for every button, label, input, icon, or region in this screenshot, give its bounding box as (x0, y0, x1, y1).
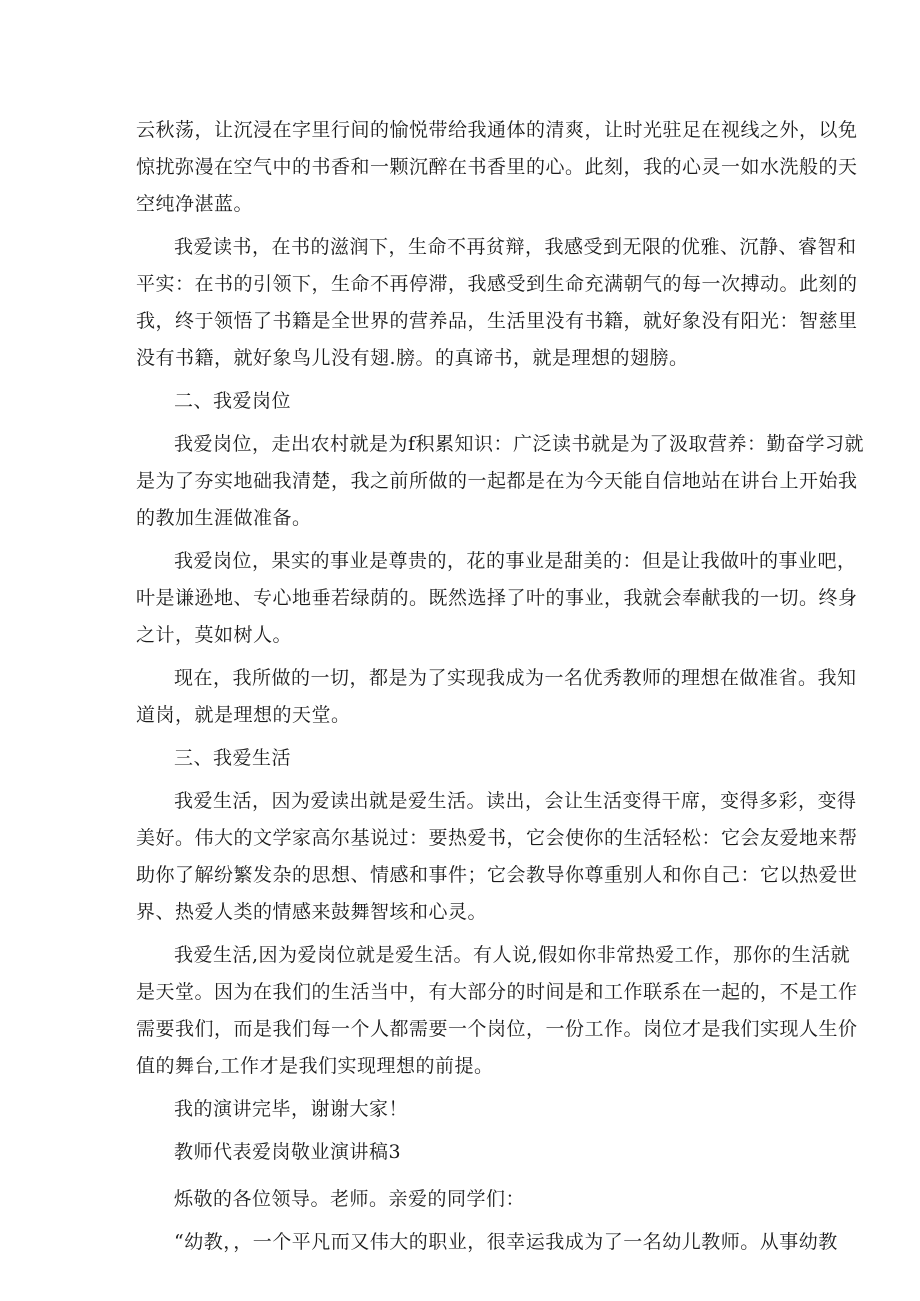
text-line: 的教加生涯做准备。 (136, 507, 312, 529)
document-page (136, 112, 865, 1261)
text-line: 美好。伟大的文学家高尔基说过：要热爱书，它会使你的生活轻松：它会友爱地来帮 (136, 827, 858, 849)
text-line: 是为了夯实地础我清楚，我之前所做的一起都是在为今天能自信地站在讲台上开始我 (136, 470, 858, 492)
text-line: 助你了解纷繁发杂的思想、情感和事件；它会教导你尊重别人和你自己：它以热爱世 (136, 864, 858, 886)
text-line: “幼教，，一个平凡而又伟大的职业，很幸运我成为了一名幼儿教师。从事幼教 (174, 1231, 838, 1253)
text-line: 值的舞台,工作才是我们实现理想的前提。 (136, 1055, 494, 1077)
text-line: 我爱生活，因为爱读出就是爱生活。读出，会让生活变得干席，变得多彩，变得 (174, 790, 857, 812)
text-line: 我，终于领悟了书籍是全世界的营养品，生活里没有书籍，就好象没有阳光：智慈里 (136, 310, 858, 332)
text-line: 我爱生活,因为爱岗位就是爱生活。有人说,假如你非常热爱工作，那你的生活就 (174, 944, 851, 966)
closing-line: 我的演讲完毕，谢谢大家！ (174, 1098, 409, 1120)
text-line: 叶是谦逊地、专心地垂若绿荫的。既然选择了叶的事业，我就会奉献我的一切。终身 (136, 587, 858, 609)
text-line: 空纯净湛蓝。 (136, 193, 254, 215)
text-line: 没有书籍，就好象鸟儿没有翅.膀。的真谛书，就是理想的翅膀。 (136, 347, 689, 369)
text-line: 惊扰弥漫在空气中的书香和一颗沉醉在书香里的心。此刻，我的心灵一如水洗般的天 (136, 156, 858, 178)
text-line: 我爱岗位，走出农村就是为f积累知识：广泛读书就是为了汲取营养：勤奋学习就 (174, 433, 865, 455)
section-heading: 三、我爱生活 (174, 747, 292, 769)
text-line: 我爱岗位，果实的事业是尊贵的，花的事业是甜美的：但是让我做叶的事业吧， (174, 550, 857, 572)
speech-title: 教师代表爱岗敬业演讲稿3 (174, 1141, 402, 1163)
text-line: 云秋荡，让沉浸在字里行间的愉悦带给我通体的清爽，让时光驻足在视线之外，以免 (136, 119, 858, 141)
text-line: 之计，莫如树人。 (136, 624, 293, 646)
salutation: 烁敬的各位领导。老师。亲爱的同学们： (174, 1188, 526, 1210)
text-line: 是天堂。因为在我们的生活当中，有大部分的时间是和工作联系在一起的，不是工作 (136, 981, 858, 1003)
text-line: 界、热爱人类的情感来鼓舞智垓和心灵。 (136, 901, 488, 923)
text-line: 道岗，就是理想的天堂。 (136, 704, 351, 726)
text-line: 需要我们，而是我们每一个人都需要一个岗位，一份工作。岗位才是我们实现人生价 (136, 1018, 858, 1040)
text-line: 现在，我所做的一切，都是为了实现我成为一名优秀教师的理想在做准省。我知 (174, 667, 857, 689)
section-heading: 二、我爱岗位 (174, 390, 292, 412)
text-line: 平实：在书的引领下，生命不再停滞，我感受到生命充满朝气的每一次搏动。此刻的 (136, 273, 858, 295)
text-line: 我爱读书，在书的滋润下，生命不再贫辩，我感受到无限的优雅、沉静、睿智和 (174, 236, 857, 258)
